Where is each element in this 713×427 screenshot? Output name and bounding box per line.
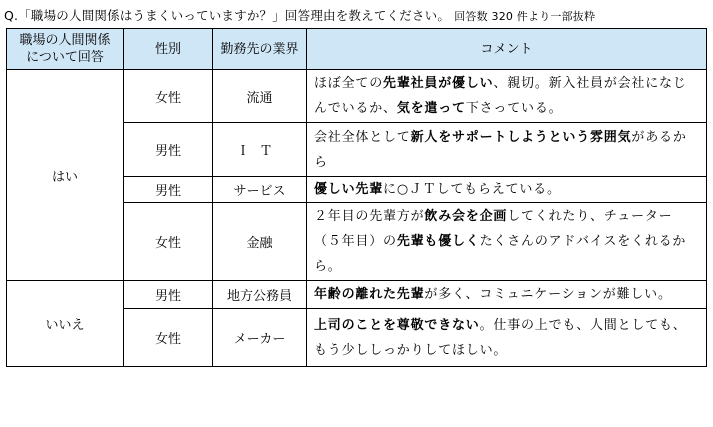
comment-text: が多く、コミュニケーションが難しい。 (424, 287, 672, 302)
comment-cell (307, 309, 707, 367)
comment-cell (307, 70, 707, 123)
header-row (7, 29, 707, 70)
industry-cell: サービス (213, 177, 307, 203)
gender-cell: 女性 (124, 70, 213, 123)
comment-text: 。仕事の上でも、人間としても、もう少ししっかりしてほしい。 (314, 317, 687, 358)
industry-cell: 金融 (213, 203, 307, 281)
response-count-note: 回答数 320 件より一部抜粋 (454, 10, 596, 23)
industry-cell: メーカー (213, 309, 307, 367)
comment-emphasis: 新人をサポートしようという雰囲気 (410, 129, 632, 145)
industry-cell: 流通 (213, 70, 307, 123)
comment-emphasis: 優しい先輩 (314, 182, 384, 197)
gender-cell: 男性 (124, 177, 213, 203)
header-gender: 性別 (124, 29, 213, 70)
comment-emphasis: 年齢の離れた先輩 (314, 287, 425, 302)
gender-cell: 女性 (124, 309, 213, 367)
comment-cell (307, 177, 707, 203)
comment-emphasis: 先輩社員が優しい (383, 76, 494, 91)
comment-emphasis: 上司のことを尊敬できない (314, 317, 480, 333)
survey-table (6, 28, 707, 367)
comment-text: に○ＪＴしてもらえている。 (383, 182, 561, 197)
question-text (4, 6, 595, 24)
table-row (7, 281, 707, 309)
header-industry: 勤務先の業界 (213, 29, 307, 70)
comment-emphasis: 気を遣って (396, 101, 466, 116)
comment-emphasis: 飲み会を企画 (424, 209, 508, 224)
answer-cell-yes: はい (7, 70, 124, 281)
comment-text: 下さっている。 (465, 101, 563, 116)
gender-cell: 女性 (124, 203, 213, 281)
comment-text: ほぼ全ての (314, 76, 384, 91)
comment-text: ２年目の先輩方が (314, 209, 425, 224)
comment-text: があるから (314, 129, 687, 170)
header-comment: コメント (307, 29, 707, 70)
gender-cell: 男性 (124, 281, 213, 309)
comment-cell (307, 203, 707, 281)
answer-cell-no: いいえ (7, 281, 124, 367)
industry-cell: 地方公務員 (213, 281, 307, 309)
comment-cell (307, 123, 707, 177)
comment-text: 会社全体として (314, 129, 411, 145)
comment-text: してくれたり、チューター（５年目）の (314, 209, 673, 249)
question-main: Q.「職場の人間関係はうまくいっていますか？」回答理由を教えてください。 (4, 8, 451, 23)
comment-text: 、親切。新入社員が会社になじんでいるか、 (314, 76, 687, 116)
comment-text: たくさんのアドバイスをくれるから。 (314, 234, 687, 274)
comment-cell (307, 281, 707, 309)
table-row (7, 70, 707, 123)
industry-cell: ＩＴ (213, 123, 307, 177)
gender-cell: 男性 (124, 123, 213, 177)
header-answer: 職場の人間関係について回答 (7, 29, 124, 70)
comment-emphasis: 先輩も優しく (396, 234, 480, 249)
